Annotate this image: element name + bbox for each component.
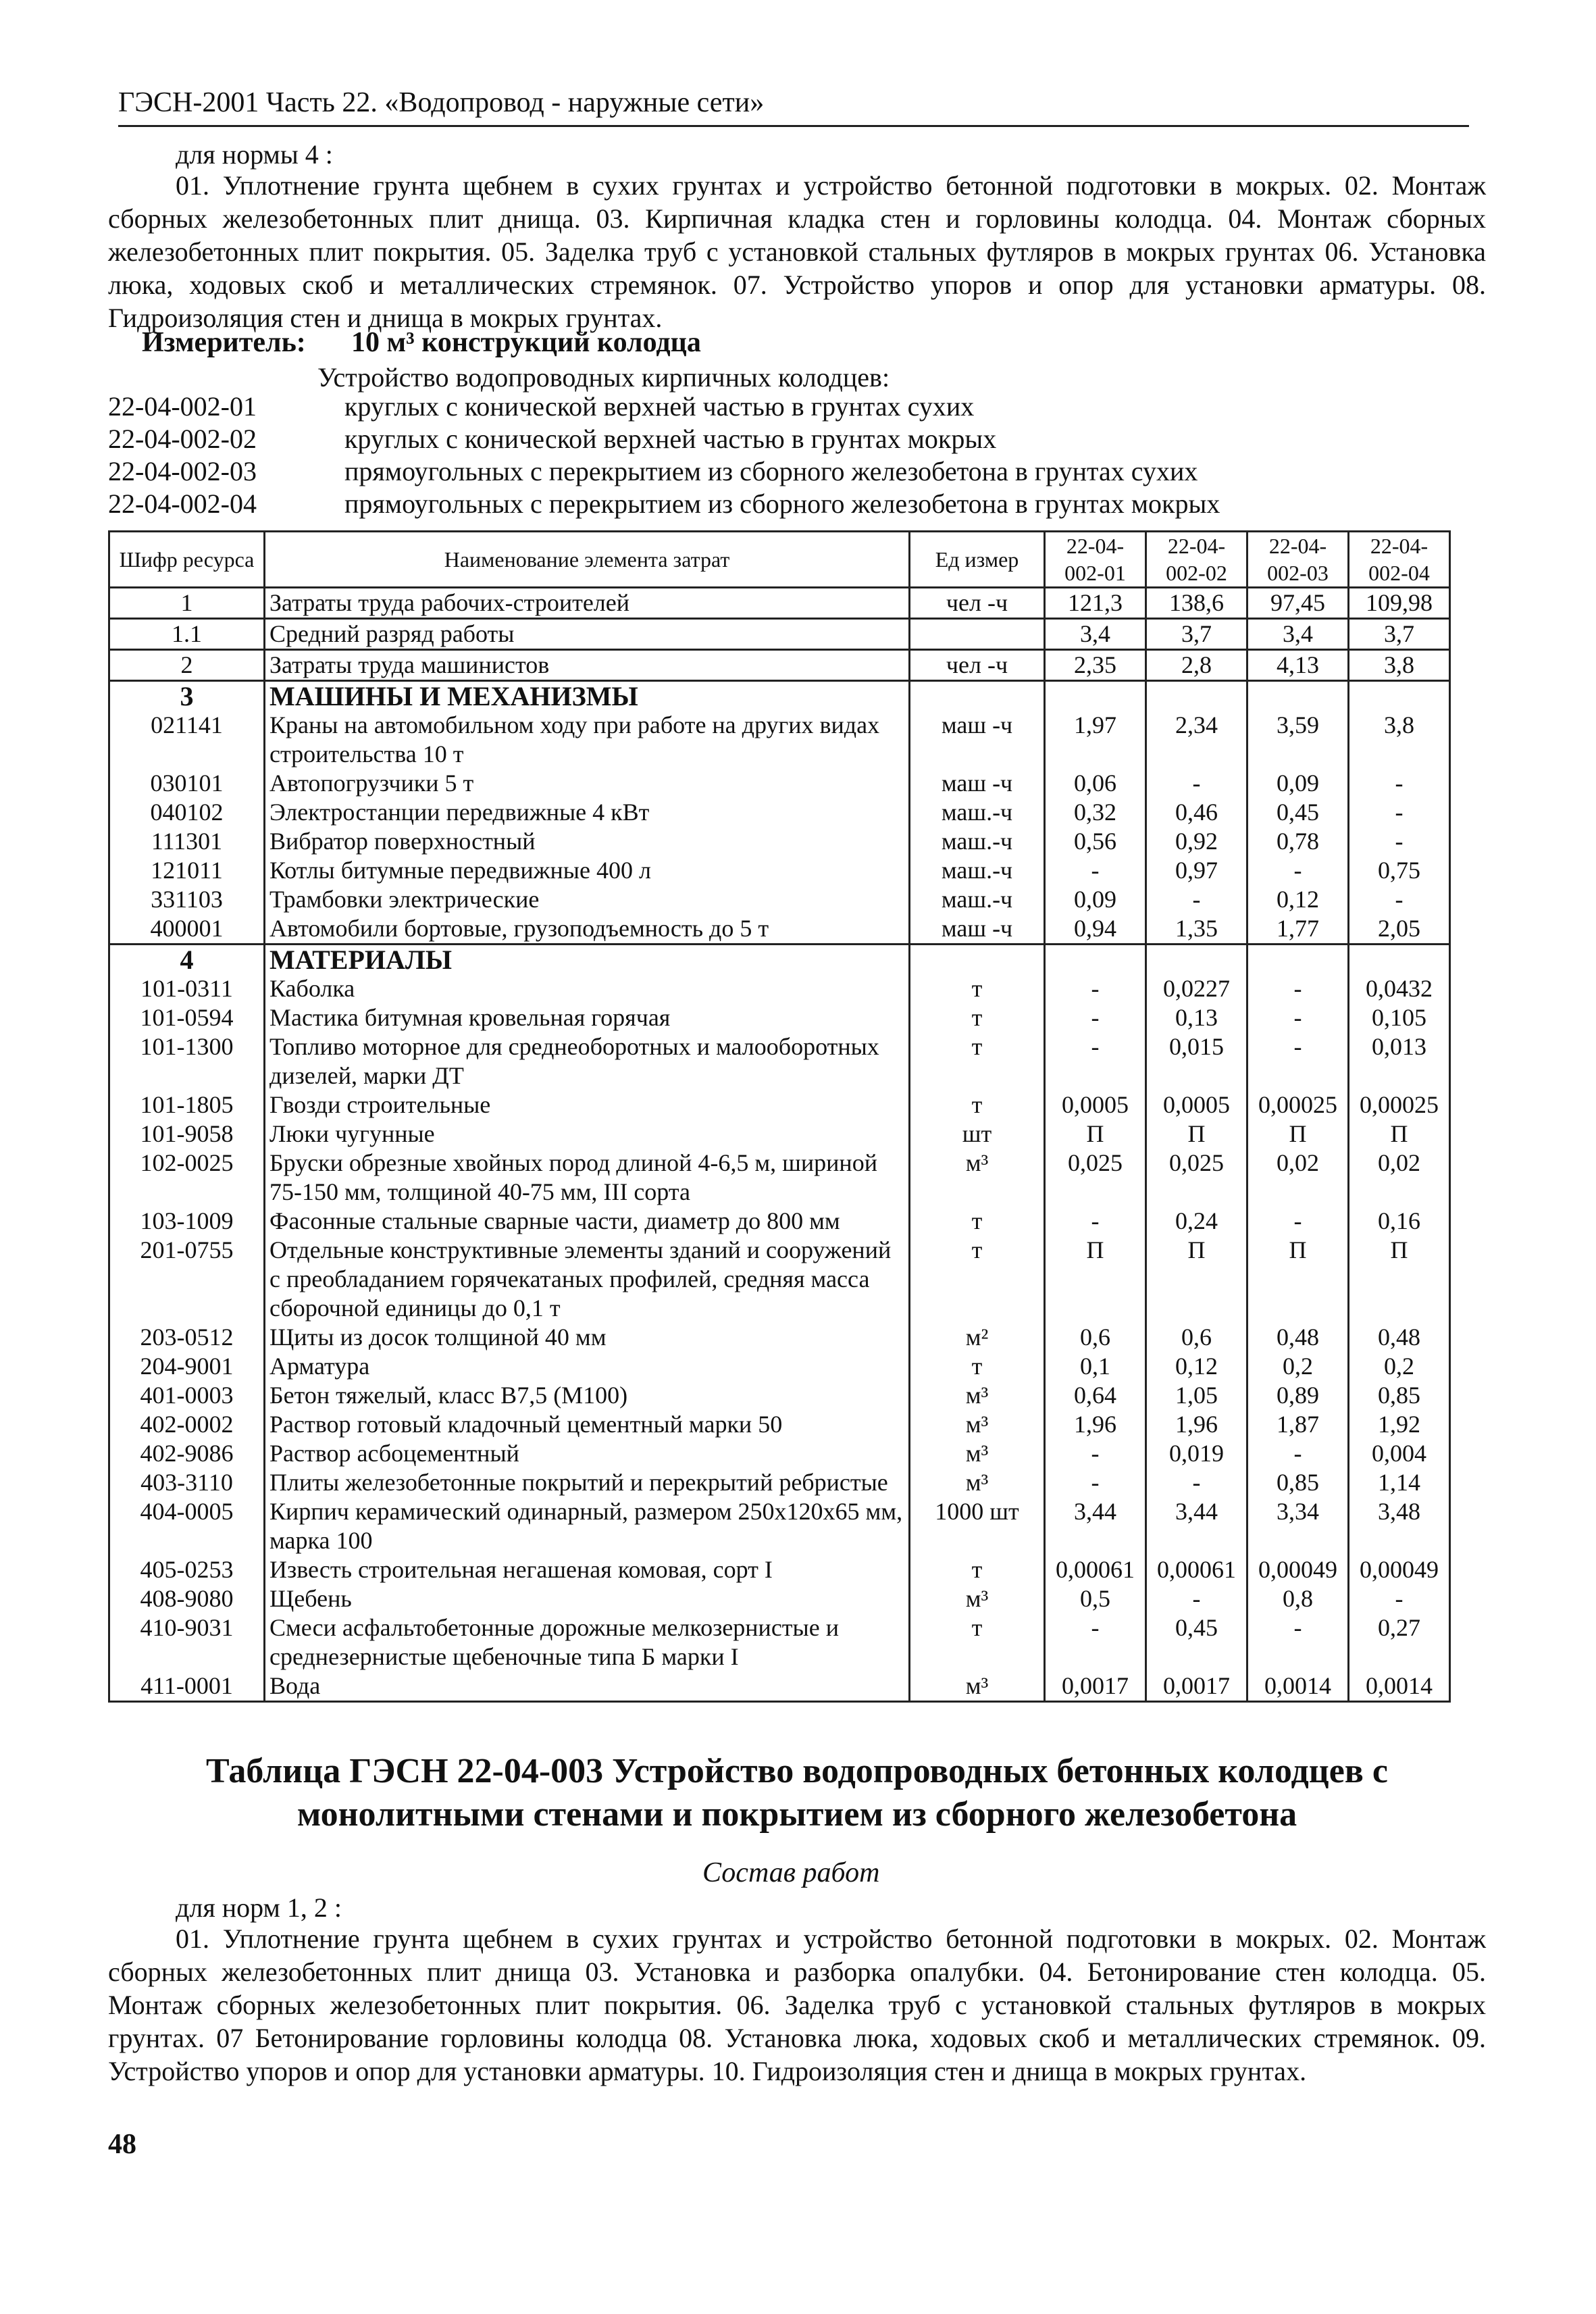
norm-2-value: 0,92 [1146, 827, 1247, 856]
norm-1-value: 0,6 [1045, 1323, 1146, 1352]
resource-code: 2 [109, 650, 265, 681]
norm-3-value: 0,48 [1247, 1323, 1349, 1352]
norm-1-value: 3,4 [1045, 619, 1146, 650]
table-row [109, 681, 1450, 711]
norm-4-value: 3,8 [1349, 650, 1450, 681]
table-row [109, 1149, 1450, 1207]
resource-code: 1.1 [109, 619, 265, 650]
norm-4-value: - [1349, 827, 1450, 856]
resource-code: 402-0002 [109, 1410, 265, 1439]
resource-code: 411-0001 [109, 1671, 265, 1702]
norm-1-value: 0,1 [1045, 1352, 1146, 1381]
next-work-composition-text: 01. Уплотнение грунта щебнем в сухих грунтах и устройство бетонной подготовки в мокрых. 02. Монтаж сборных железобетонных плит днища 03. Установка и разборка опалубки. 04. Бетонирование стен колодца. 05. Монтаж сборных железобетонных плит покрытия. 06. Заделка труб с установкой стальных футляров в мокрых грунтах. 07 Бетонирование горловины колодца 08. Установка люка, ходовых скоб и металлических стремянок. 09. Устройство упоров и опор для установки арматуры. 10. Гидроизоляция стен и днища в мокрых грунтах. [108, 1923, 1486, 2086]
unit: маш -ч [910, 711, 1045, 769]
unit: маш -ч [910, 769, 1045, 798]
norm-code: 22-04-002-02 [108, 424, 257, 454]
norm-4-value [1349, 945, 1450, 975]
resource-code: 121011 [109, 856, 265, 885]
cost-element-name: Мастика битумная кровельная горячая [265, 1003, 910, 1032]
norm-2-value [1146, 681, 1247, 711]
meter-value: 10 м³ конструкций колодца [351, 327, 701, 358]
norm-3-value: 3,34 [1247, 1497, 1349, 1555]
norm-1-value: 0,06 [1045, 769, 1146, 798]
norm-3-value: 97,45 [1247, 588, 1349, 619]
resource-code: 040102 [109, 798, 265, 827]
cost-element-name: Плиты железобетонные покрытий и перекрытий ребристые [265, 1468, 910, 1497]
norm-2-value: 0,13 [1146, 1003, 1247, 1032]
resource-code: 201-0755 [109, 1236, 265, 1323]
unit [910, 945, 1045, 975]
norm-1-value: 0,0005 [1045, 1090, 1146, 1120]
header-norm-2: 22-04-002-02 [1146, 532, 1247, 588]
meter-label: Измеритель: [142, 327, 306, 358]
norm-4-value: - [1349, 769, 1450, 798]
unit: м³ [910, 1468, 1045, 1497]
resource-code: 101-0594 [109, 1003, 265, 1032]
resource-code: 331103 [109, 885, 265, 914]
resource-code: 030101 [109, 769, 265, 798]
cost-element-name: Бруски обрезные хвойных пород длиной 4-6,5 м, шириной 75-150 мм, толщиной 40-75 мм, III сорта [265, 1149, 910, 1207]
unit: маш -ч [910, 914, 1045, 945]
norm-3-value: 0,09 [1247, 769, 1349, 798]
table-row [109, 1439, 1450, 1468]
norm-2-value: 0,019 [1146, 1439, 1247, 1468]
resource-code: 403-3110 [109, 1468, 265, 1497]
norm-2-value: 0,00061 [1146, 1555, 1247, 1584]
table-row [109, 1381, 1450, 1410]
norm-2-value: 0,46 [1146, 798, 1247, 827]
composition-label: Состав работ [702, 1857, 880, 1888]
norm-3-value: 0,0014 [1247, 1671, 1349, 1702]
resource-code: 1 [109, 588, 265, 619]
table-row [109, 588, 1450, 619]
resource-code: 101-9058 [109, 1120, 265, 1149]
norm-1-value [1045, 945, 1146, 975]
norm-3-value: 1,87 [1247, 1410, 1349, 1439]
resource-code: 204-9001 [109, 1352, 265, 1381]
norm-3-value: 0,12 [1247, 885, 1349, 914]
cost-element-name: Затраты труда машинистов [265, 650, 910, 681]
table-row [109, 769, 1450, 798]
norm-1-value: 0,00061 [1045, 1555, 1146, 1584]
unit: т [910, 1032, 1045, 1090]
unit: м³ [910, 1439, 1045, 1468]
norm-1-value: 0,025 [1045, 1149, 1146, 1207]
resource-code: 101-1805 [109, 1090, 265, 1120]
cost-element-name: Автомобили бортовые, грузоподъемность до 5 т [265, 914, 910, 945]
norm-1-value: - [1045, 974, 1146, 1003]
norm-2-value: П [1146, 1236, 1247, 1323]
norm-3-value: - [1247, 974, 1349, 1003]
meter-line [142, 326, 701, 359]
norm-1-value: 0,32 [1045, 798, 1146, 827]
norm-4-value: 0,0432 [1349, 974, 1450, 1003]
norm-1-value: - [1045, 1207, 1146, 1236]
norm-2-value: 0,12 [1146, 1352, 1247, 1381]
norm-2-value: 0,0017 [1146, 1671, 1247, 1702]
norm-3-value: 3,4 [1247, 619, 1349, 650]
norm-description: прямоугольных с перекрытием из сборного железобетона в грунтах мокрых [344, 488, 1220, 519]
running-head: ГЭСН-2001 Часть 22. «Водопровод - наружные сети» [118, 87, 765, 118]
norm-4-value [1349, 681, 1450, 711]
table-row [109, 1207, 1450, 1236]
norm-4-value: 0,75 [1349, 856, 1450, 885]
resource-code: 101-1300 [109, 1032, 265, 1090]
norm-2-value: - [1146, 1584, 1247, 1613]
next-norm-label: для норм 1, 2 : [176, 1892, 342, 1923]
resource-code: 203-0512 [109, 1323, 265, 1352]
unit: м³ [910, 1149, 1045, 1207]
table-row [109, 856, 1450, 885]
norm-1-value: П [1045, 1236, 1146, 1323]
norm-4-value: П [1349, 1120, 1450, 1149]
unit: м³ [910, 1671, 1045, 1702]
unit: шт [910, 1120, 1045, 1149]
norm-2-value: 138,6 [1146, 588, 1247, 619]
header-norm-4: 22-04-002-04 [1349, 532, 1450, 588]
header-norm-3: 22-04-002-03 [1247, 532, 1349, 588]
norm-3-value: 0,78 [1247, 827, 1349, 856]
resource-code: 405-0253 [109, 1555, 265, 1584]
table-row [109, 1671, 1450, 1702]
table-row [109, 914, 1450, 945]
norm-code-item [108, 455, 1220, 488]
norm-1-value [1045, 681, 1146, 711]
norm-2-value: 3,7 [1146, 619, 1247, 650]
norm-2-value: 1,35 [1146, 914, 1247, 945]
norm-2-value: 3,44 [1146, 1497, 1247, 1555]
table-row [109, 885, 1450, 914]
norm-2-value: - [1146, 1468, 1247, 1497]
norm-1-value: 0,09 [1045, 885, 1146, 914]
resource-code: 410-9031 [109, 1613, 265, 1671]
norm-4-value: 0,02 [1349, 1149, 1450, 1207]
norm-3-value: 0,00049 [1247, 1555, 1349, 1584]
resource-table [108, 530, 1451, 1703]
header-unit: Ед измер [910, 532, 1045, 588]
table-row [109, 1032, 1450, 1090]
norm-4-value: 0,00049 [1349, 1555, 1450, 1584]
cost-element-name: Известь строительная негашеная комовая, сорт I [265, 1555, 910, 1584]
norm-2-value: 0,6 [1146, 1323, 1247, 1352]
norm-2-value: 0,45 [1146, 1613, 1247, 1671]
norm-1-value: - [1045, 856, 1146, 885]
norm-4-value: 0,004 [1349, 1439, 1450, 1468]
table-row [109, 1468, 1450, 1497]
cost-element-name: Затраты труда рабочих-строителей [265, 588, 910, 619]
norm-3-value: 0,45 [1247, 798, 1349, 827]
norm-2-value [1146, 945, 1247, 975]
norm-1-value: 0,0017 [1045, 1671, 1146, 1702]
table-row [109, 1236, 1450, 1323]
norm-4-value: 0,0014 [1349, 1671, 1450, 1702]
norm-3-value: 1,77 [1247, 914, 1349, 945]
resource-code: 400001 [109, 914, 265, 945]
norm-1-value: - [1045, 1439, 1146, 1468]
norm-2-value: 0,015 [1146, 1032, 1247, 1090]
norm-4-value: 0,00025 [1349, 1090, 1450, 1120]
norm-4-value: 1,92 [1349, 1410, 1450, 1439]
norm-3-value: 3,59 [1247, 711, 1349, 769]
norm-4-value: - [1349, 885, 1450, 914]
norm-1-value: 2,35 [1045, 650, 1146, 681]
unit: т [910, 1236, 1045, 1323]
header-resource-code: Шифр ресурса [109, 532, 265, 588]
unit: т [910, 1352, 1045, 1381]
cost-element-name: Электростанции передвижные 4 кВт [265, 798, 910, 827]
norm-3-value: - [1247, 1439, 1349, 1468]
norms-subheading: Устройство водопроводных кирпичных колодцев: [317, 362, 890, 393]
norm-4-value: 3,8 [1349, 711, 1450, 769]
norm-4-value: 2,05 [1349, 914, 1450, 945]
table-row [109, 1613, 1450, 1671]
table-row [109, 1003, 1450, 1032]
cost-element-name: Кирпич керамический одинарный, размером 250х120х65 мм, марка 100 [265, 1497, 910, 1555]
norm-2-value: 1,96 [1146, 1410, 1247, 1439]
norm-1-value: П [1045, 1120, 1146, 1149]
norm-3-value: П [1247, 1236, 1349, 1323]
unit: м³ [910, 1410, 1045, 1439]
cost-element-name: Краны на автомобильном ходу при работе на других видах строительства 10 т [265, 711, 910, 769]
cost-element-name: Котлы битумные передвижные 400 л [265, 856, 910, 885]
unit: т [910, 1613, 1045, 1671]
page-number: 48 [108, 2129, 136, 2160]
norm-1-value: 0,94 [1045, 914, 1146, 945]
norm-2-value: - [1146, 885, 1247, 914]
cost-element-name: Арматура [265, 1352, 910, 1381]
unit: маш.-ч [910, 827, 1045, 856]
norm-3-value: - [1247, 1207, 1349, 1236]
norm-4-value: 0,16 [1349, 1207, 1450, 1236]
cost-element-name: Каболка [265, 974, 910, 1003]
unit: м³ [910, 1584, 1045, 1613]
unit [910, 681, 1045, 711]
unit: т [910, 1555, 1045, 1584]
norm-4-value: П [1349, 1236, 1450, 1323]
norm-1-value: 3,44 [1045, 1497, 1146, 1555]
norm-3-value: П [1247, 1120, 1349, 1149]
table-row [109, 1555, 1450, 1584]
cost-element-name: Раствор готовый кладочный цементный марки 50 [265, 1410, 910, 1439]
norm-3-value: 0,00025 [1247, 1090, 1349, 1120]
norm-description: прямоугольных с перекрытием из сборного железобетона в грунтах сухих [344, 456, 1198, 486]
norm-description: круглых с конической верхней частью в грунтах сухих [344, 391, 975, 422]
table-row [109, 1497, 1450, 1555]
norm-4-value: 0,105 [1349, 1003, 1450, 1032]
norm-2-value: - [1146, 769, 1247, 798]
norm-1-value: 1,96 [1045, 1410, 1146, 1439]
resource-code: 102-0025 [109, 1149, 265, 1207]
table-row [109, 974, 1450, 1003]
norm-1-value: 121,3 [1045, 588, 1146, 619]
norm-1-value: 1,97 [1045, 711, 1146, 769]
cost-element-name: Топливо моторное для среднеоборотных и малооборотных дизелей, марки ДТ [265, 1032, 910, 1090]
norm-code: 22-04-002-01 [108, 391, 257, 422]
cost-element-name: Раствор асбоцементный [265, 1439, 910, 1468]
norm-3-value: 0,89 [1247, 1381, 1349, 1410]
norm-3-value: - [1247, 1032, 1349, 1090]
norm-4-value: 3,7 [1349, 619, 1450, 650]
norm-4-value: 0,85 [1349, 1381, 1450, 1410]
norm-2-value: 0,025 [1146, 1149, 1247, 1207]
cost-element-name: Средний разряд работы [265, 619, 910, 650]
unit: т [910, 1207, 1045, 1236]
norm-code-item [108, 391, 1220, 423]
unit: чел -ч [910, 650, 1045, 681]
norm-1-value: 0,5 [1045, 1584, 1146, 1613]
resource-code: 401-0003 [109, 1381, 265, 1410]
table-row [109, 798, 1450, 827]
norm-2-value: П [1146, 1120, 1247, 1149]
norm-3-value: 0,8 [1247, 1584, 1349, 1613]
table-row [109, 1090, 1450, 1120]
norm-1-value: - [1045, 1003, 1146, 1032]
norm-1-value: 0,56 [1045, 827, 1146, 856]
resource-code: 111301 [109, 827, 265, 856]
resource-code: 4 [109, 945, 265, 975]
table-row [109, 711, 1450, 769]
header-cost-element: Наименование элемента затрат [265, 532, 910, 588]
next-table-title: Таблица ГЭСН 22-04-003 Устройство водопроводных бетонных колодцев с монолитными стенами и покрытием из сборного железобетона [206, 1752, 1388, 1834]
table-row [109, 1120, 1450, 1149]
table-row [109, 650, 1450, 681]
cost-element-name: Фасонные стальные сварные части, диаметр до 800 мм [265, 1207, 910, 1236]
cost-element-name: Отдельные конструктивные элементы зданий и сооружений с преобладанием горячекатаных профилей, средняя масса сборочной единицы до 0,1 т [265, 1236, 910, 1323]
norm-code-item [108, 423, 1220, 455]
unit: 1000 шт [910, 1497, 1045, 1555]
unit: т [910, 1090, 1045, 1120]
norm-4-value: 0,27 [1349, 1613, 1450, 1671]
unit: маш.-ч [910, 798, 1045, 827]
unit: маш.-ч [910, 885, 1045, 914]
norm-4-value: 0,013 [1349, 1032, 1450, 1090]
norm-3-value: - [1247, 1003, 1349, 1032]
cost-element-name: Люки чугунные [265, 1120, 910, 1149]
resource-code: 101-0311 [109, 974, 265, 1003]
resource-code: 103-1009 [109, 1207, 265, 1236]
work-composition-text: 01. Уплотнение грунта щебнем в сухих грунтах и устройство бетонной подготовки в мокрых. 02. Монтаж сборных железобетонных плит днища. 03. Кирпичная кладка стен и горловины колодца. 04. Монтаж сборных железобетонных плит покрытия. 05. Заделка труб с установкой стальных футляров в мокрых грунтах 06. Установка люка, ходовых скоб и металлических стремянок. 07. Устройство упоров и опор для установки арматуры. 08. Гидроизоляция стен и днища в мокрых грунтах. [108, 170, 1486, 333]
norm-4-value: 0,2 [1349, 1352, 1450, 1381]
resource-code: 3 [109, 681, 265, 711]
norm-2-value: 0,0005 [1146, 1090, 1247, 1120]
norm-3-value: 4,13 [1247, 650, 1349, 681]
norm-description: круглых с конической верхней частью в грунтах мокрых [344, 424, 997, 454]
norm-4-value: - [1349, 798, 1450, 827]
unit: м³ [910, 1381, 1045, 1410]
norm-4-value: 1,14 [1349, 1468, 1450, 1497]
resource-code: 404-0005 [109, 1497, 265, 1555]
norm-4-value: 3,48 [1349, 1497, 1450, 1555]
norm-1-value: - [1045, 1613, 1146, 1671]
norm-2-value: 1,05 [1146, 1381, 1247, 1410]
table-header-row [109, 532, 1450, 588]
norm-3-value [1247, 681, 1349, 711]
unit: т [910, 1003, 1045, 1032]
cost-element-name: Щебень [265, 1584, 910, 1613]
cost-element-name: Трамбовки электрические [265, 885, 910, 914]
norm-3-value: - [1247, 856, 1349, 885]
unit: т [910, 974, 1045, 1003]
table-row [109, 945, 1450, 975]
norm-code-item [108, 488, 1220, 520]
norm-2-value: 2,8 [1146, 650, 1247, 681]
header-rule [118, 125, 1469, 127]
table-row [109, 827, 1450, 856]
resource-code: 021141 [109, 711, 265, 769]
norm-code-list [108, 391, 1220, 520]
norm-2-value: 0,24 [1146, 1207, 1247, 1236]
norm-code: 22-04-002-04 [108, 488, 257, 519]
cost-element-name: Щиты из досок толщиной 40 мм [265, 1323, 910, 1352]
cost-element-name: Гвозди строительные [265, 1090, 910, 1120]
norm-1-value: 0,64 [1045, 1381, 1146, 1410]
norm-4-value: 109,98 [1349, 588, 1450, 619]
unit [910, 619, 1045, 650]
unit: маш.-ч [910, 856, 1045, 885]
norm-2-value: 2,34 [1146, 711, 1247, 769]
cost-element-name: МАТЕРИАЛЫ [265, 945, 910, 975]
unit: м² [910, 1323, 1045, 1352]
table-row [109, 1352, 1450, 1381]
norm-3-value: - [1247, 1613, 1349, 1671]
norm-code: 22-04-002-03 [108, 456, 257, 486]
cost-element-name: Бетон тяжелый, класс В7,5 (М100) [265, 1381, 910, 1410]
table-row [109, 1584, 1450, 1613]
cost-element-name: МАШИНЫ И МЕХАНИЗМЫ [265, 681, 910, 711]
norm-3-value [1247, 945, 1349, 975]
table-row [109, 1323, 1450, 1352]
resource-code: 402-9086 [109, 1439, 265, 1468]
header-norm-1: 22-04-002-01 [1045, 532, 1146, 588]
norm-label: для нормы 4 : [176, 139, 333, 170]
norm-2-value: 0,97 [1146, 856, 1247, 885]
norm-4-value: 0,48 [1349, 1323, 1450, 1352]
cost-element-name: Вибратор поверхностный [265, 827, 910, 856]
cost-element-name: Смеси асфальтобетонные дорожные мелкозернистые и среднезернистые щебеночные типа Б марки I [265, 1613, 910, 1671]
unit: чел -ч [910, 588, 1045, 619]
cost-element-name: Автопогрузчики 5 т [265, 769, 910, 798]
norm-3-value: 0,85 [1247, 1468, 1349, 1497]
table-row [109, 619, 1450, 650]
norm-2-value: 0,0227 [1146, 974, 1247, 1003]
resource-code: 408-9080 [109, 1584, 265, 1613]
norm-1-value: - [1045, 1468, 1146, 1497]
cost-element-name: Вода [265, 1671, 910, 1702]
norm-3-value: 0,02 [1247, 1149, 1349, 1207]
norm-1-value: - [1045, 1032, 1146, 1090]
norm-3-value: 0,2 [1247, 1352, 1349, 1381]
table-row [109, 1410, 1450, 1439]
norm-4-value: - [1349, 1584, 1450, 1613]
